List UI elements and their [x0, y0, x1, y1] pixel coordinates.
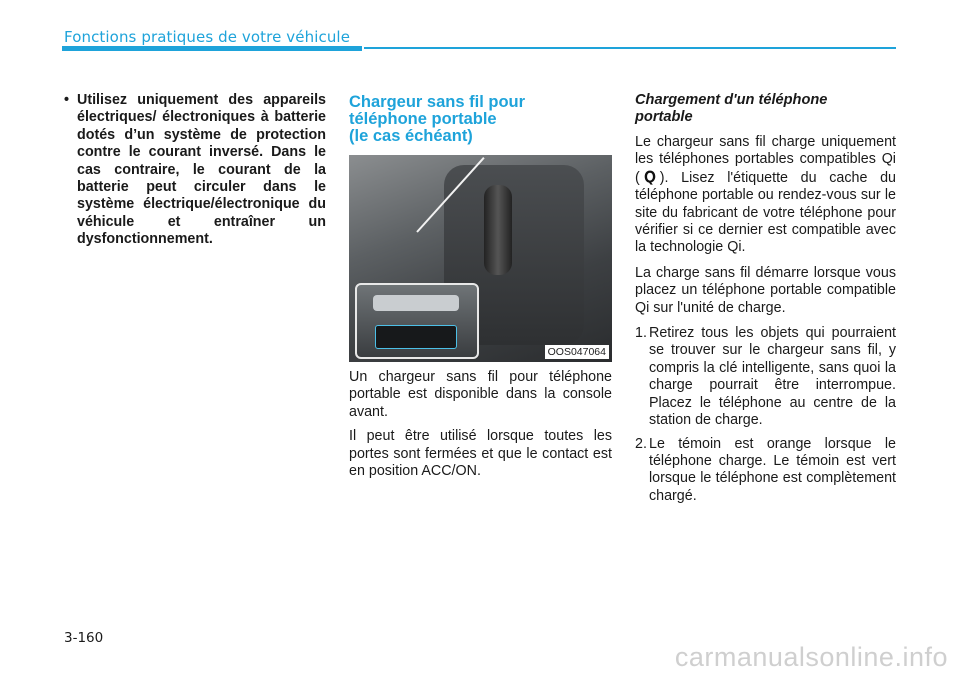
console-photo — [349, 155, 612, 362]
title-line-3: (le cas échéant) — [349, 127, 473, 145]
warning-bullet — [64, 92, 326, 249]
qi-paragraph-2: La charge sans fil démarre lorsque vous placez un téléphone portable compatible Qi sur l'unité de charge. — [635, 264, 896, 316]
subtitle-line-2: portable — [635, 109, 693, 125]
warning-text: Utilisez uniquement des appareils électriques/ électroniques à batterie dotés d’un système de protection contre le courant inversé. Dans le cas contraire, le courant de la batterie peut circuler dans le système électrique/électronique du véhicule et entraîner un dysfonctionnement. — [77, 92, 326, 248]
qi-intro-before: Le chargeur sans fil charge uniquement les téléphones portables compatibles Qi ( — [635, 134, 896, 186]
console-buttons-shape — [373, 295, 459, 311]
list-item — [635, 325, 896, 429]
step-number: 1. — [635, 325, 647, 342]
wireless-charger-title — [349, 94, 612, 145]
step-number: 2. — [635, 435, 647, 452]
charger-paragraph-2: Il peut être utilisé lorsque toutes les portes sont fermées et que le contact est en position ACC/ON. — [349, 428, 612, 480]
section-header-title: Fonctions pratiques de votre véhicule — [64, 28, 351, 46]
step-text: Le témoin est orange lorsque le téléphone charge. Le témoin est vert lorsque le téléphone est complètement chargé. — [649, 435, 896, 504]
bullet-dot: • — [64, 92, 70, 108]
qi-logo-icon — [642, 169, 658, 185]
list-item — [635, 436, 896, 506]
qi-intro-after: ). Lisez l'étiquette du cache du téléphone portable ou rendez-vous sur le site du fabricant de votre téléphone pour vérifier si ce dernier est compatible avec la technologie Qi. — [635, 169, 896, 256]
qi-intro-paragraph — [635, 134, 896, 257]
column-1 — [64, 92, 326, 249]
subtitle-line-1: Chargement d'un téléphone — [635, 92, 828, 108]
image-code-label: OOS047064 — [545, 345, 609, 359]
step-text: Retirez tous les objets qui pourraient se trouver sur le chargeur sans fil, y compris la clé intelligente, sans quoi la charge pourrait être interrompue. Placez le téléphone au centre de la station de charge. — [649, 325, 896, 429]
charging-steps-list — [635, 325, 896, 505]
title-line-1: Chargeur sans fil pour — [349, 93, 526, 111]
charging-pad-shape — [375, 325, 457, 349]
title-line-2: téléphone portable — [349, 110, 497, 128]
column-2 — [349, 92, 612, 480]
watermark: carmanualsonline.info — [674, 642, 948, 672]
column-3 — [635, 92, 896, 511]
header-rule-thick — [62, 46, 362, 51]
phone-charging-subtitle — [635, 92, 896, 126]
charger-paragraph-1: Un chargeur sans fil pour téléphone portable est disponible dans la console avant. — [349, 369, 612, 420]
page-number: 3-160 — [64, 630, 104, 646]
gear-shifter-shape — [484, 185, 512, 275]
header-rule-thin — [364, 47, 896, 49]
